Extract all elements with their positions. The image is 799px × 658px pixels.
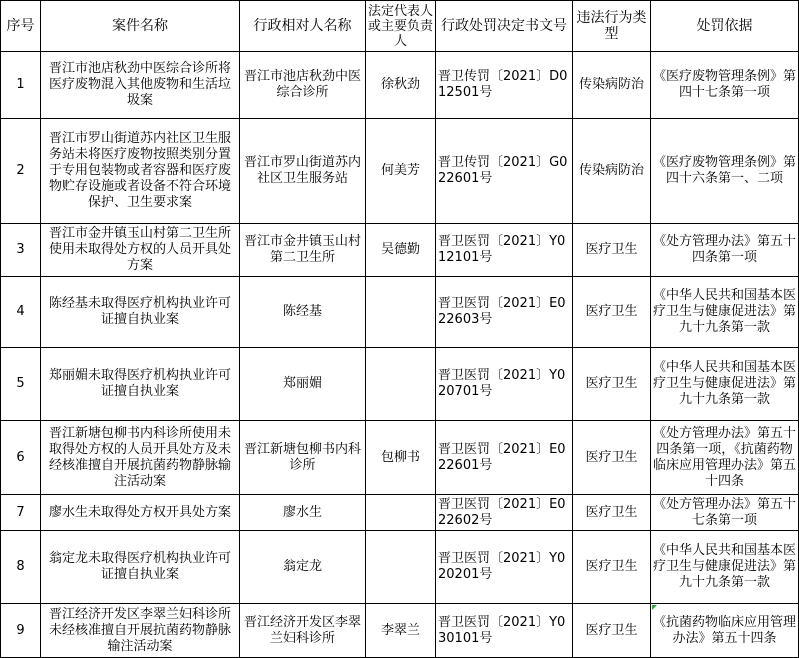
cell-violation-type: 医疗卫生 — [573, 348, 651, 421]
cell-basis: 《中华人民共和国基本医疗卫生与健康促进法》第九十九条第一款 — [651, 277, 799, 348]
cell-party-name: 晋江市罗山街道苏内社区卫生服务站 — [240, 119, 366, 224]
cell-case-name: 翁定龙未取得医疗机构执业许可证擅自执业案 — [41, 531, 240, 604]
cell-basis: 《处方管理办法》第五十四条第一项 — [651, 224, 799, 277]
table-row — [1, 604, 799, 658]
cell-basis: 《医疗废物管理条例》第四十六条第一、二项 — [651, 119, 799, 224]
table-row — [1, 421, 799, 495]
cell-party-name: 晋江市池店秋劲中医综合诊所 — [240, 52, 366, 119]
cell-seq: 6 — [1, 421, 41, 495]
header-violation-type: 违法行为类型 — [573, 1, 651, 52]
cell-seq: 1 — [1, 52, 41, 119]
cell-violation-type: 医疗卫生 — [573, 604, 651, 658]
cell-basis: 《医疗废物管理条例》第四十七条第一项 — [651, 52, 799, 119]
cell-violation-type: 医疗卫生 — [573, 277, 651, 348]
cell-legal-rep — [366, 495, 436, 531]
cell-legal-rep: 徐秋劲 — [366, 52, 436, 119]
cell-case-name: 廖水生未取得处方权开具处方案 — [41, 495, 240, 531]
cell-case-name: 晋江市池店秋劲中医综合诊所将医疗废物混入其他废物和生活垃圾案 — [41, 52, 240, 119]
cell-case-name: 晋江经济开发区李翠兰妇科诊所未经核准擅自开展抗菌药物静脉输注活动案 — [41, 604, 240, 658]
cell-legal-rep — [366, 348, 436, 421]
cell-legal-rep — [366, 277, 436, 348]
cell-decision-no: 晋卫医罚〔2021〕E022601号 — [436, 421, 573, 495]
cell-basis — [651, 604, 799, 658]
cell-case-name: 郑丽媚未取得医疗机构执业许可证擅自执业案 — [41, 348, 240, 421]
cell-decision-no: 晋卫医罚〔2021〕E022602号 — [436, 495, 573, 531]
cell-case-name: 陈经基未取得医疗机构执业许可证擅自执业案 — [41, 277, 240, 348]
cell-party-name: 晋江新塘包柳书内科诊所 — [240, 421, 366, 495]
cell-basis-text: 《抗菌药物临床应用管理办法》第五十四条 — [653, 614, 797, 646]
cell-decision-no: 晋卫传罚〔2021〕D012501号 — [436, 52, 573, 119]
header-decision-no: 行政处罚决定书文号 — [436, 1, 573, 52]
table-row — [1, 119, 799, 224]
cell-seq: 2 — [1, 119, 41, 224]
table-row — [1, 531, 799, 604]
table-row — [1, 348, 799, 421]
cell-decision-no: 晋卫医罚〔2021〕Y020701号 — [436, 348, 573, 421]
cell-party-name: 廖水生 — [240, 495, 366, 531]
cell-case-name: 晋江新塘包柳书内科诊所使用未取得处方权的人员开具处方及未经核准擅自开展抗菌药物静脉输注活动案 — [41, 421, 240, 495]
table-row — [1, 52, 799, 119]
cell-seq: 4 — [1, 277, 41, 348]
cell-party-name: 晋江经济开发区李翠兰妇科诊所 — [240, 604, 366, 658]
cell-party-name: 郑丽媚 — [240, 348, 366, 421]
header-basis: 处罚依据 — [651, 1, 799, 52]
cell-basis: 《中华人民共和国基本医疗卫生与健康促进法》第九十九条第一款 — [651, 531, 799, 604]
cell-case-name: 晋江市金井镇玉山村第二卫生所使用未取得处方权的人员开具处方案 — [41, 224, 240, 277]
header-party-name: 行政相对人名称 — [240, 1, 366, 52]
header-row — [1, 1, 799, 52]
header-case-name: 案件名称 — [41, 1, 240, 52]
cell-seq: 8 — [1, 531, 41, 604]
header-seq: 序号 — [1, 1, 41, 52]
cell-legal-rep: 李翠兰 — [366, 604, 436, 658]
cell-violation-type: 传染病防治 — [573, 119, 651, 224]
cell-legal-rep: 何美芳 — [366, 119, 436, 224]
cell-basis: 《处方管理办法》第五十七条第一项 — [651, 495, 799, 531]
header-legal-rep: 法定代表人或主要负责人 — [366, 1, 436, 52]
cell-violation-type: 医疗卫生 — [573, 421, 651, 495]
cell-decision-no: 晋卫医罚〔2021〕Y020201号 — [436, 531, 573, 604]
cell-violation-type: 医疗卫生 — [573, 495, 651, 531]
cell-seq: 7 — [1, 495, 41, 531]
cell-seq: 5 — [1, 348, 41, 421]
cell-basis: 《处方管理办法》第五十四条第一项，《抗菌药物临床应用管理办法》第五十四条 — [651, 421, 799, 495]
table-row — [1, 224, 799, 277]
cell-legal-rep: 包柳书 — [366, 421, 436, 495]
cell-violation-type: 医疗卫生 — [573, 224, 651, 277]
cell-seq: 9 — [1, 604, 41, 658]
cell-violation-type: 传染病防治 — [573, 52, 651, 119]
cell-case-name: 晋江市罗山街道苏内社区卫生服务站未将医疗废物按照类别分置于专用包装物或者容器和医疗废物贮存设施或者设备不符合环境保护、卫生要求案 — [41, 119, 240, 224]
cell-decision-no: 晋卫医罚〔2021〕Y030101号 — [436, 604, 573, 658]
cell-legal-rep — [366, 531, 436, 604]
cell-decision-no: 晋卫传罚〔2021〕G022601号 — [436, 119, 573, 224]
cell-decision-no: 晋卫医罚〔2021〕Y012101号 — [436, 224, 573, 277]
table-row — [1, 277, 799, 348]
cell-party-name: 翁定龙 — [240, 531, 366, 604]
cell-violation-type: 医疗卫生 — [573, 531, 651, 604]
error-marker-icon — [652, 605, 657, 610]
cell-decision-no: 晋卫医罚〔2021〕E022603号 — [436, 277, 573, 348]
cell-basis: 《中华人民共和国基本医疗卫生与健康促进法》第九十九条第一款 — [651, 348, 799, 421]
cell-party-name: 晋江市金井镇玉山村第二卫生所 — [240, 224, 366, 277]
cell-party-name: 陈经基 — [240, 277, 366, 348]
cell-legal-rep: 吴德勤 — [366, 224, 436, 277]
table-row — [1, 495, 799, 531]
cell-seq: 3 — [1, 224, 41, 277]
